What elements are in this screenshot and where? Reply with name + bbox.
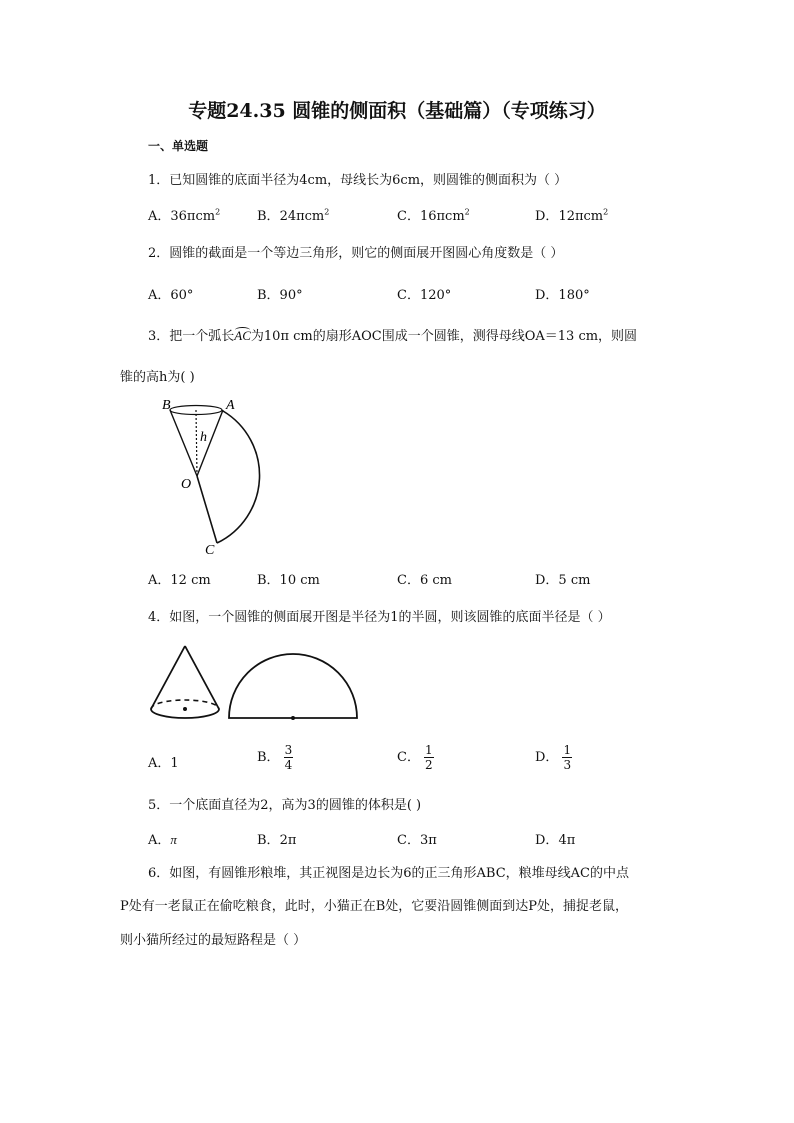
- option-value: π: [170, 832, 177, 847]
- question-5-text: 5．一个底面直径为2，高为3的圆锥的体积是( ): [148, 798, 422, 813]
- option-label: C．: [397, 750, 420, 765]
- option-value: 12πcm: [558, 209, 604, 224]
- q1-option-b[interactable]: [257, 205, 329, 224]
- section-heading: 一、单选题: [148, 139, 209, 153]
- option-exponent: 2: [603, 207, 609, 217]
- cone-and-semicircle-figure: [145, 640, 365, 725]
- cone-base-center: [183, 707, 187, 711]
- question-1-text: 1．已知圆锥的底面半径为4cm，母线长为6cm，则圆锥的侧面积为（ ）: [148, 173, 568, 188]
- q3-option-d[interactable]: D．5 cm: [535, 573, 591, 588]
- numerator: 1: [563, 743, 572, 757]
- q3-option-c[interactable]: C．6 cm: [397, 573, 452, 588]
- question-3-line-1: [148, 325, 637, 344]
- q2-option-d[interactable]: D．180°: [535, 288, 590, 303]
- segment-oc: [197, 476, 217, 543]
- q4-option-b[interactable]: [257, 743, 293, 772]
- option-label: B．: [257, 833, 280, 848]
- q2-option-a[interactable]: A．60°: [148, 288, 194, 303]
- question-3-line-2: 锥的高h为( ): [120, 370, 195, 385]
- q2-option-c[interactable]: C．120°: [397, 288, 452, 303]
- option-value: 16πcm: [419, 209, 465, 224]
- fraction: [562, 743, 572, 772]
- option-value: 4π: [558, 833, 576, 848]
- semicircle: [229, 654, 357, 718]
- option-label: C．: [397, 209, 420, 224]
- question-6-line-3: 则小猫所经过的最短路程是（ ）: [120, 933, 307, 948]
- numerator: 3: [284, 743, 293, 757]
- cone-sector-figure: [150, 395, 280, 560]
- q4-option-d[interactable]: [535, 743, 572, 772]
- question-2-text: 2．圆锥的截面是一个等边三角形，则它的侧面展开图圆心角度数是（ ）: [148, 246, 564, 261]
- option-label: B．: [257, 209, 280, 224]
- denominator: 3: [563, 758, 572, 772]
- q3-option-b[interactable]: B．10 cm: [257, 573, 320, 588]
- arc-ac-label: AC: [234, 328, 251, 343]
- label-a: A: [226, 398, 235, 413]
- q3-text-part: 为10π cm的扇形AOC围成一个圆锥，测得母线OA＝13 cm，则圆: [250, 329, 638, 344]
- semicircle-center: [291, 716, 295, 720]
- q3-option-a[interactable]: A．12 cm: [148, 573, 211, 588]
- numerator: 1: [424, 743, 433, 757]
- segment-ob: [170, 410, 197, 476]
- option-label: B．: [257, 750, 280, 765]
- page-title: 专题24.35 圆锥的侧面积（基础篇）（专项练习）: [188, 100, 606, 122]
- denominator: 2: [424, 758, 433, 772]
- option-label: A．: [148, 833, 171, 848]
- option-label: C．: [397, 833, 420, 848]
- denominator: 4: [284, 758, 293, 772]
- option-value: 36πcm: [170, 209, 216, 224]
- q5-option-c[interactable]: [397, 829, 437, 848]
- option-label: D．: [535, 209, 559, 224]
- fraction: [424, 743, 434, 772]
- option-label: D．: [535, 833, 559, 848]
- label-h: h: [200, 430, 207, 445]
- q1-option-d[interactable]: [535, 205, 608, 224]
- cone-right-edge: [185, 646, 219, 709]
- option-exponent: 2: [464, 207, 470, 217]
- label-b: B: [162, 398, 171, 413]
- label-c: C: [205, 543, 215, 558]
- q4-option-c[interactable]: [397, 743, 434, 772]
- option-value: 24πcm: [279, 209, 325, 224]
- q3-text-part: 3．把一个弧长: [148, 329, 235, 344]
- question-4-text: 4．如图，一个圆锥的侧面展开图是半径为1的半圆，则该圆锥的底面半径是（ ）: [148, 610, 611, 625]
- q4-option-a[interactable]: A．1: [148, 756, 179, 771]
- question-6-line-1: 6．如图，有圆锥形粮堆，其正视图是边长为6的正三角形ABC，粮堆母线AC的中点: [148, 866, 630, 881]
- q1-option-a[interactable]: [148, 205, 220, 224]
- question-6-line-2: P处有一老鼠正在偷吃粮食，此时，小猫正在B处，它要沿圆锥侧面到达P处，捕捉老鼠，: [120, 899, 629, 914]
- q5-option-b[interactable]: [257, 829, 296, 848]
- option-value: 2π: [279, 833, 297, 848]
- option-label: D．: [535, 750, 559, 765]
- label-o: O: [181, 477, 192, 492]
- q2-option-b[interactable]: B．90°: [257, 288, 303, 303]
- q1-option-c[interactable]: [397, 205, 470, 224]
- option-exponent: 2: [324, 207, 330, 217]
- option-exponent: 2: [215, 207, 221, 217]
- q5-option-d[interactable]: [535, 829, 575, 848]
- option-label: A．: [148, 209, 171, 224]
- option-value: 3π: [419, 833, 437, 848]
- sector-arc: [217, 411, 260, 543]
- fraction: [284, 743, 294, 772]
- q5-option-a[interactable]: [148, 829, 177, 848]
- height-line: [196, 410, 197, 476]
